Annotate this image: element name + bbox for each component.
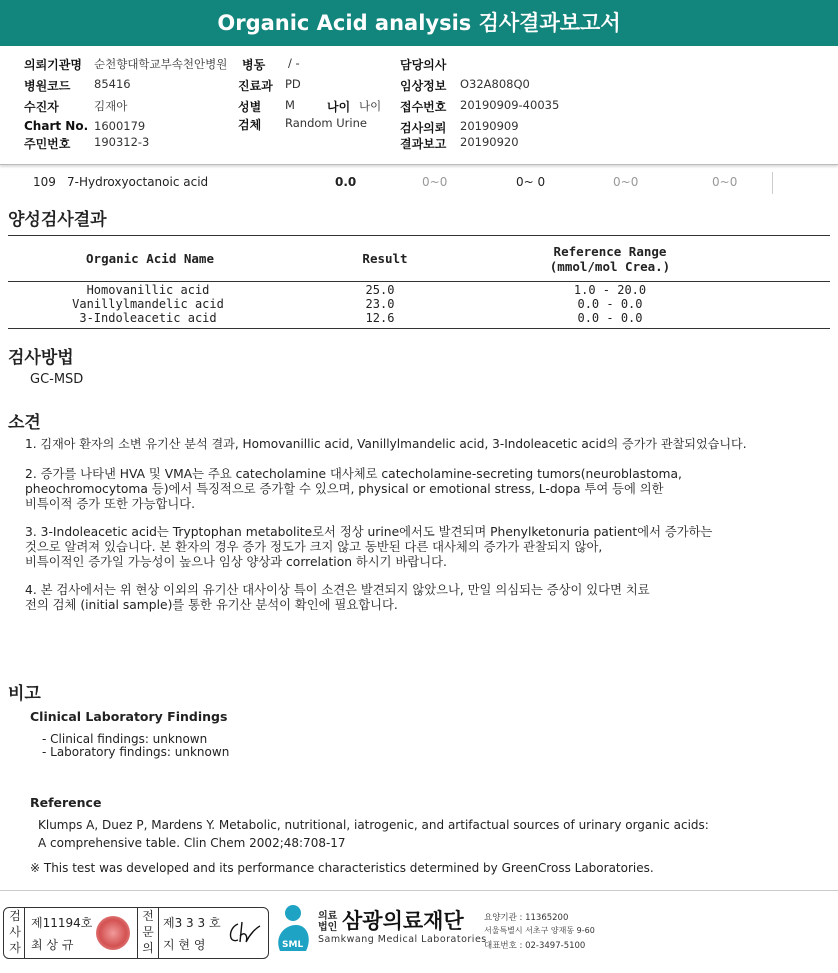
finding-line: 3. 3-Indoleacetic acid는 Tryptophan metabolite로서 정상 urine에서도 발견되며 Phenylketonuria patient에서 증가하는 [25,525,713,539]
age-value: 나이 [359,99,382,113]
col-header-range: Reference Range [553,244,667,259]
sex-value: M [285,98,295,112]
patient-info-panel [0,46,838,165]
finding-line: pheochromocytoma 등)에서 특징적으로 증가할 수 있으며, physical or emotional stress, L-dopa 투여 등에 의한 [25,482,664,496]
ssn-label: 주민번호 [24,137,71,151]
acid-name: Vanillylmandelic acid [72,297,224,311]
age-label: 나이 [327,100,351,114]
disclaimer-note: ※ This test was developed and its performance characteristics determined by GreenCross Laboratories. [30,861,654,875]
divider [8,328,830,329]
reviewer-label: 전문의 [142,909,154,955]
request-value: 20190909 [460,119,519,133]
examiner-license: 제11194호 [31,916,93,930]
org-phone: 대표번호 : 02-3497-5100 [484,941,586,951]
org-address: 서울특별시 서초구 양재동 9-60 [484,926,595,935]
laboratory-findings: - Laboratory findings: unknown [42,745,230,759]
code-value: 85416 [94,77,131,91]
sex-label: 성별 [238,100,262,114]
signature-box [3,907,269,959]
row-range-4: 0~0 [712,175,738,189]
reviewer-license: 제3 3 3 호 [163,916,221,930]
reference-line: A comprehensive table. Clin Chem 2002;48:708-17 [38,836,346,850]
reviewer-name: 지 현 영 [163,938,206,952]
patient-label: 수진자 [24,100,59,114]
divider [772,172,773,194]
chart-value: 1600179 [94,119,146,133]
org-code: 요양기관 : 11365200 [484,913,569,923]
org-prefix-line: 법인 [318,922,338,933]
specimen-value: Random Urine [285,116,367,130]
method-value: GC-MSD [30,372,84,387]
divider [8,281,830,282]
hospital-value: 순천향대학교부속천안병원 [94,57,228,71]
col-header-name: Organic Acid Name [86,251,214,266]
ssn-value: 190312-3 [94,135,150,149]
code-label: 병원코드 [24,79,71,93]
divider [137,908,138,958]
acid-name: Homovanillic acid [86,283,210,297]
row-result: 0.0 [335,175,357,189]
col-header-range-unit: (mmol/mol Crea.) [549,259,671,274]
chart-label: Chart No. [24,119,89,133]
findings-title: 소견 [8,413,41,433]
row-acid-name: 7-Hydroxyoctanoic acid [67,175,209,189]
sml-logo-text: SML [282,940,304,950]
finding-line: 비특이적 증가 또한 가능합니다. [25,497,196,511]
examiner-label: 검사자 [9,909,21,955]
receipt-label: 접수번호 [400,100,447,114]
specimen-label: 검체 [238,118,262,132]
receipt-value: 20190909-40035 [460,98,560,112]
clinical-findings-title: Clinical Laboratory Findings [30,709,228,724]
ward-value: / - [288,56,300,70]
report-label: 결과보고 [400,137,447,151]
dept-value: PD [285,77,301,91]
clinical-value: O32A808Q0 [460,77,530,91]
request-label: 검사의뢰 [400,121,447,135]
sml-logo-icon [272,903,314,959]
acid-result: 12.6 [365,311,395,325]
row-range-2: 0~ 0 [516,175,546,189]
org-prefix [318,911,337,933]
report-footer [0,890,838,973]
divider [24,908,25,958]
clinical-findings: - Clinical findings: unknown [42,732,208,746]
org-english-name: Samkwang Medical Laboratories [318,934,487,945]
finding-line: 비특이적인 증가일 가능성이 높으나 임상 양상과 correlation 하시기 바랍니다. [25,555,447,569]
examiner-seal [96,916,130,950]
clinical-label: 임상정보 [400,79,447,93]
reference-title: Reference [30,795,102,810]
dept-label: 진료과 [238,79,273,93]
acid-result: 23.0 [365,297,395,311]
divider [158,908,159,958]
finding-line: 1. 김재아 환자의 소변 유기산 분석 결과, Homovanillic acid, Vanillylmandelic acid, 3-Indoleacetic acid의 증가가 관찰되었습니다. [25,437,747,451]
col-header-result: Result [362,251,408,266]
finding-line: 4. 본 검사에서는 위 현상 이외의 유기산 대사이상 특이 소견은 발견되지 않았으나, 만일 의심되는 증상이 있다면 치료 [25,583,650,597]
acid-result: 25.0 [365,283,395,297]
report-title: Organic Acid analysis 검사결과보고서 [217,11,621,35]
examiner-name: 최 상 규 [31,938,74,952]
acid-name: 3-Indoleacetic acid [79,311,217,325]
org-prefix-line: 의료 [318,911,338,922]
row-range-1: 0~0 [422,175,448,189]
patient-value: 김재아 [94,99,128,113]
reviewer-signature [226,918,262,948]
divider [8,235,830,236]
doctor-label: 담당의사 [400,58,447,72]
ward-label: 병동 [242,58,266,72]
report-value: 20190920 [460,135,519,149]
report-header [0,0,838,46]
finding-line: 것으로 알려져 있습니다. 본 환자의 경우 증가 정도가 크지 않고 동반된 다른 대사체의 증가가 관찰되지 않아, [25,540,603,554]
method-title: 검사방법 [8,348,74,368]
table-row [0,172,838,192]
positive-results-title: 양성검사결과 [8,210,107,230]
acid-range: 0.0 - 0.0 [577,311,643,325]
hospital-label: 의뢰기관명 [24,58,82,72]
row-number: 109 [33,175,56,189]
acid-range: 1.0 - 20.0 [573,283,647,297]
row-range-3: 0~0 [613,175,639,189]
finding-line: 전의 검체 (initial sample)를 통한 유기산 분석이 확인에 필요합니다. [25,598,398,612]
acid-range: 0.0 - 0.0 [577,297,643,311]
org-name: 삼광의료재단 [342,909,464,933]
reference-line: Klumps A, Duez P, Mardens Y. Metabolic, nutritional, iatrogenic, and artifactual sources of urinary organic acids: [38,818,709,832]
remarks-title: 비고 [8,684,41,704]
finding-line: 2. 증가를 나타낸 HVA 및 VMA는 주요 catecholamine 대사체로 catecholamine-secreting tumors(neuroblastoma, [25,467,682,481]
